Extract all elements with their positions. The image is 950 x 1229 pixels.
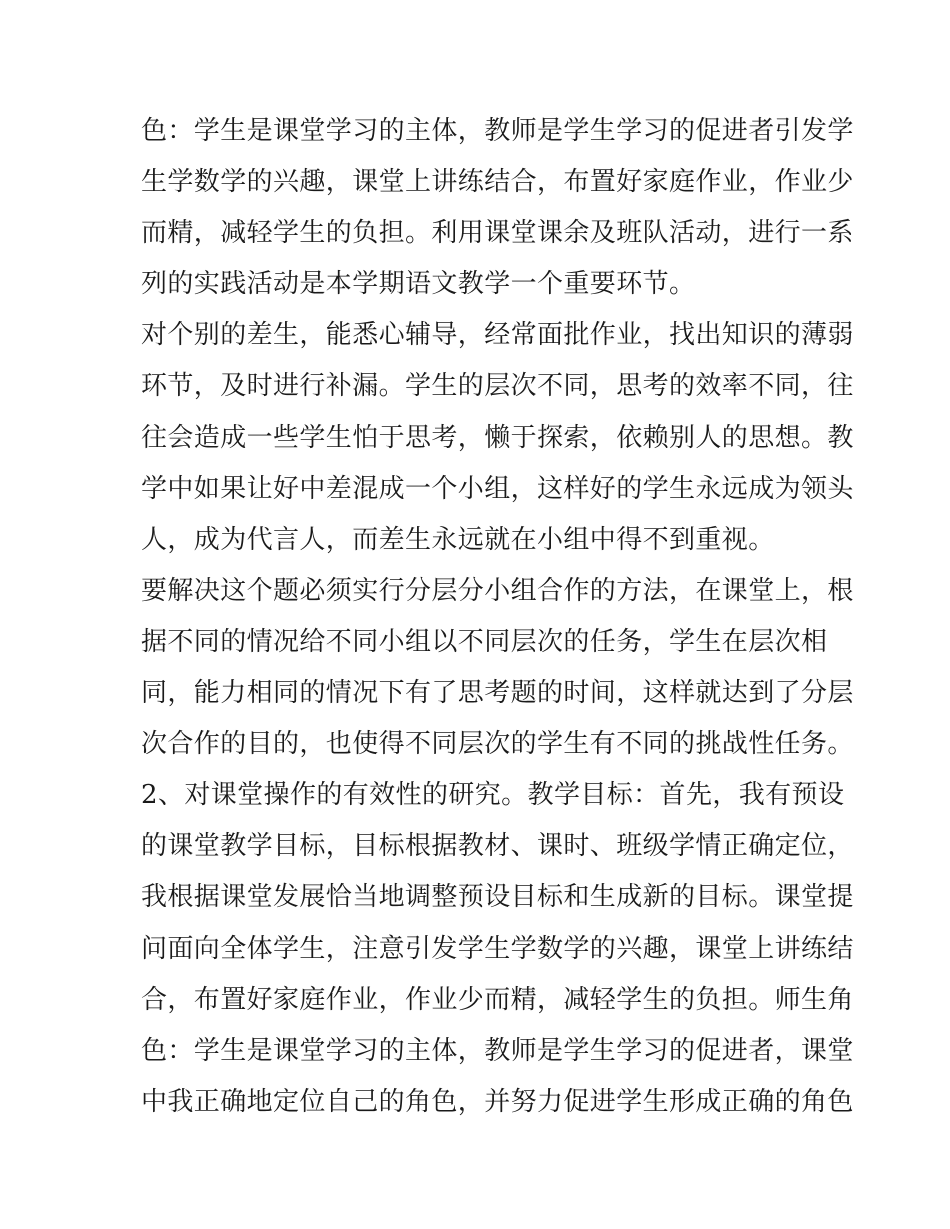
body-text [141,106,854,1128]
text-line: 生学数学的兴趣，课堂上讲练结合，布置好家庭作业，作业少 [141,167,854,198]
text-line: 同，能力相同的情况下有了思考题的时间，这样就达到了分层 [141,678,854,709]
text-line: 学中如果让好中差混成一个小组，这样好的学生永远成为领头 [141,473,854,504]
text-line: 问面向全体学生，注意引发学生学数学的兴趣，课堂上讲练结 [141,933,854,964]
text-line: 要解决这个题必须实行分层分小组合作的方法，在课堂上，根 [141,575,854,606]
text-line: 对个别的差生，能悉心辅导，经常面批作业，找出知识的薄弱 [141,320,854,351]
text-line: 次合作的目的，也使得不同层次的学生有不同的挑战性任务。 [141,729,854,760]
text-line: 我根据课堂发展恰当地调整预设目标和生成新的目标。课堂提 [141,882,854,913]
text-line: 列的实践活动是本学期语文教学一个重要环节。 [141,269,696,300]
text-line: 中我正确地定位自己的角色，并努力促进学生形成正确的角色 [141,1086,854,1117]
text-line: 环节，及时进行补漏。学生的层次不同，思考的效率不同，往 [141,371,854,402]
text-line: 往会造成一些学生怕于思考，懒于探索，依赖别人的思想。教 [141,422,854,453]
text-line: 据不同的情况给不同小组以不同层次的任务，学生在层次相 [141,626,828,657]
text-line: 色：学生是课堂学习的主体，教师是学生学习的促进者，课堂 [141,1035,854,1066]
text-line: 合，布置好家庭作业，作业少而精，减轻学生的负担。师生角 [141,984,854,1015]
text-line: 色：学生是课堂学习的主体，教师是学生学习的促进者引发学 [141,116,854,146]
text-line: 人，成为代言人，而差生永远就在小组中得不到重视。 [141,524,775,555]
text-line: 而精，减轻学生的负担。利用课堂课余及班队活动，进行一系 [141,218,854,249]
text-line: 2、对课堂操作的有效性的研究。教学目标：首先，我有预设 [141,780,845,811]
text-line: 的课堂教学目标，目标根据教材、课时、班级学情正确定位， [141,831,854,862]
